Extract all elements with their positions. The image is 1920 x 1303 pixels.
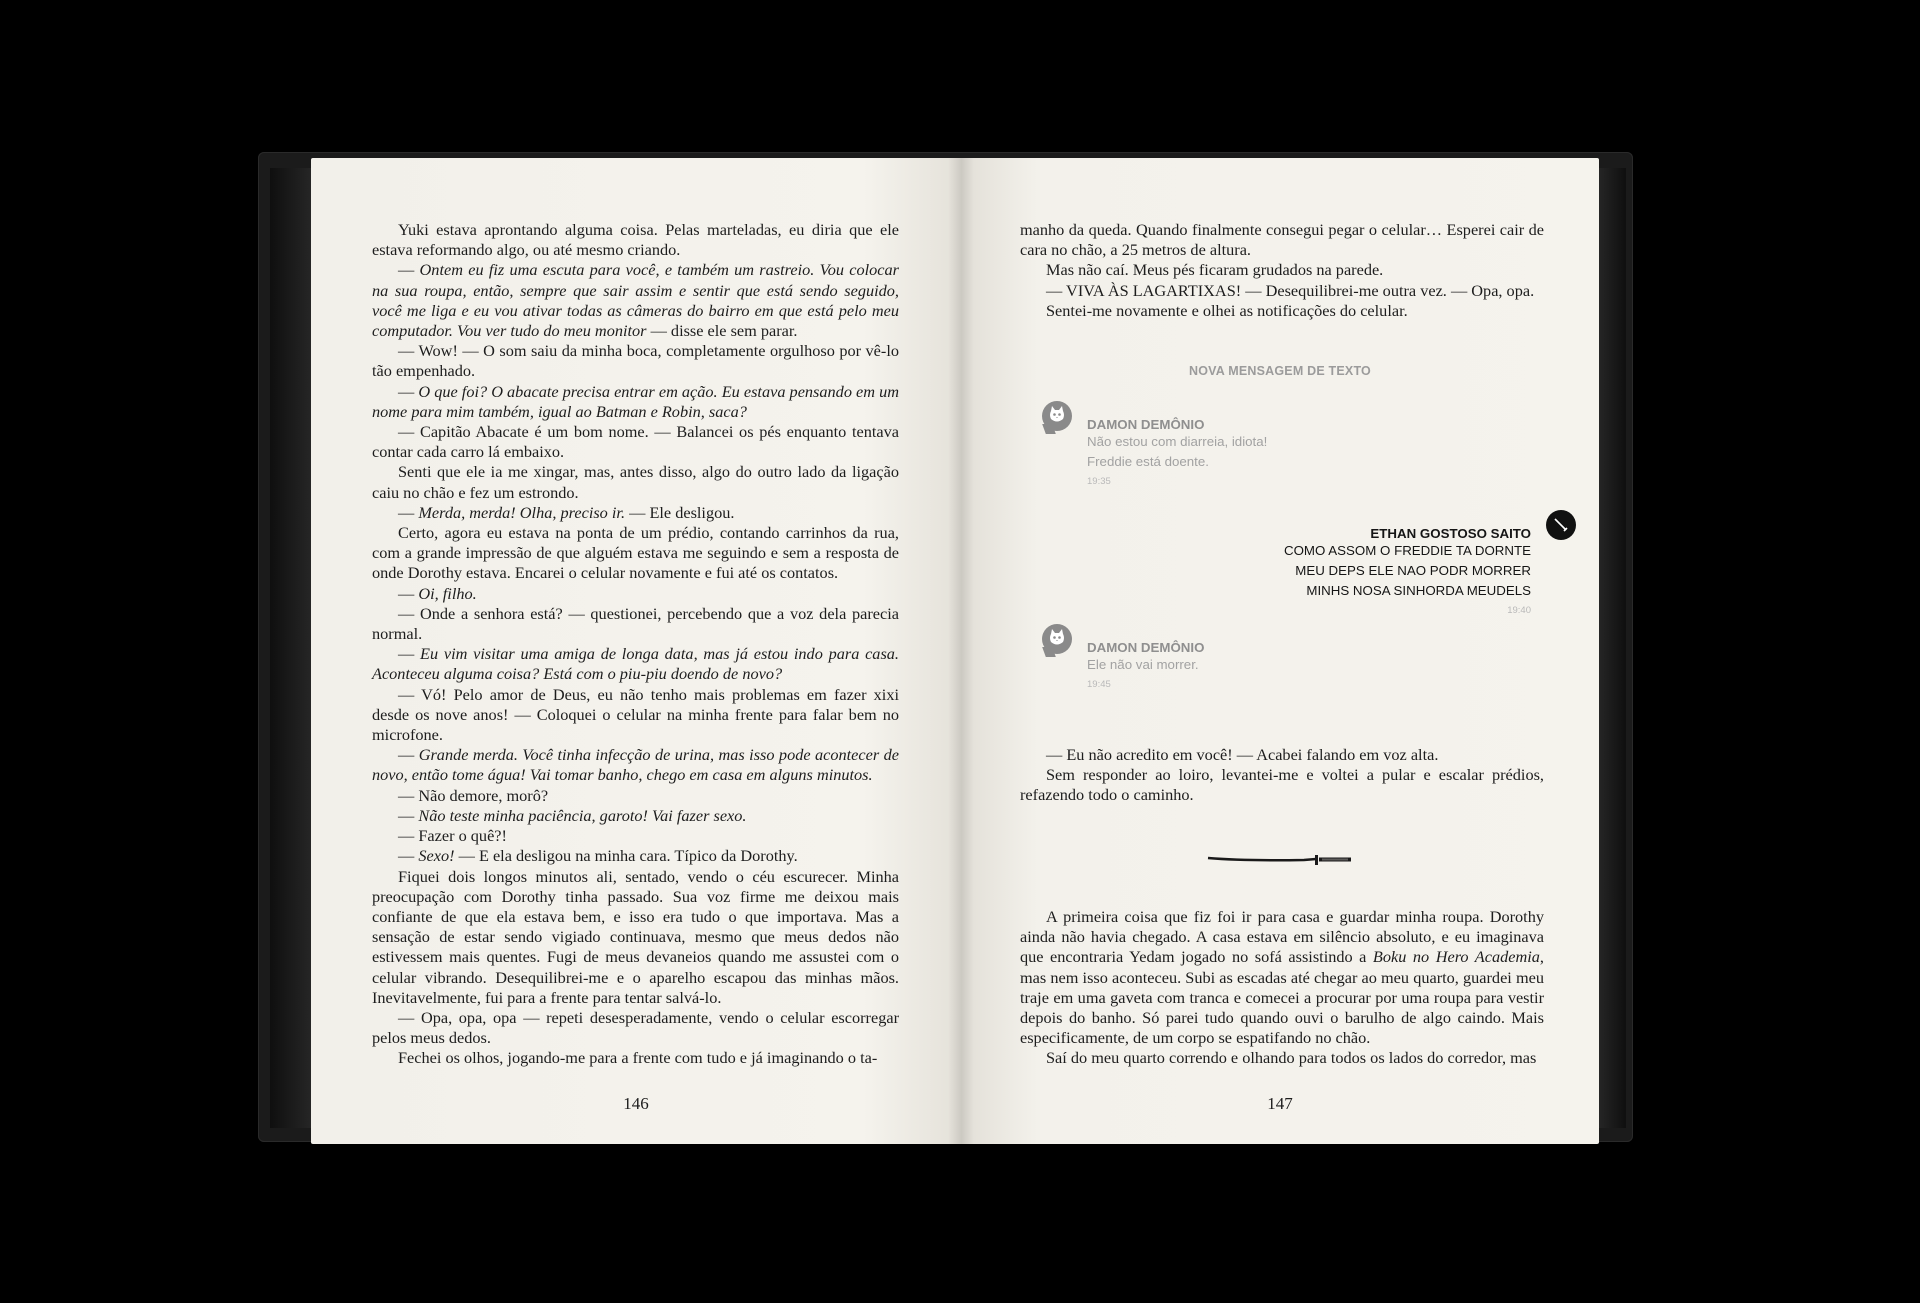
sword-avatar-icon [1546, 510, 1576, 540]
paragraph [372, 503, 899, 523]
text-run: Saí do meu quarto correndo e olhando para todos os lados do corredor, mas [1046, 1048, 1537, 1068]
paragraph [1020, 1048, 1544, 1068]
italic-text: Eu vim visitar uma amiga de longa data, mas já estou indo para casa. Aconteceu alguma coisa? Está com o piu-piu doendo de novo? [372, 644, 899, 684]
chat-message [1191, 510, 1531, 620]
katana-divider-icon [1204, 848, 1354, 870]
right-page [961, 158, 1599, 1144]
text-run: — Eu não acredito em você! — Acabei falando em voz alta. [1046, 745, 1439, 764]
paragraph [372, 644, 899, 684]
text-run: manho da queda. Quando finalmente consegui pegar o celular… Esperei cair de cara no chão, a 25 metros de altura. [1020, 220, 1544, 260]
text-run: , mas nem isso aconteceu. Subi as escadas até chegar ao meu quarto, guardei meu traje em uma gaveta com tranca e comecei a procurar por uma roupa para vestir depois do banho. Só parei tudo quando ouvi o barulho de algo caindo. Mais especificamente, de um corpo se espatifando no chão. [1020, 947, 1544, 1048]
message-sender: DAMON DEMÔNIO [1087, 640, 1205, 655]
text-run: Sentei-me novamente e olhei as notificações do celular. [1046, 300, 1408, 320]
text-run: — Ele desligou. [625, 502, 735, 522]
cat-avatar-icon [1042, 624, 1072, 654]
paragraph [372, 1048, 899, 1068]
text-run: — [398, 381, 419, 401]
chat-header: NOVA MENSAGEM DE TEXTO [1189, 364, 1371, 378]
italic-text: O que foi? O abacate precisa entrar em ação. Eu estava pensando em um nome para mim também, igual ao Batman e Robin, saca? [372, 381, 899, 421]
text-run: Certo, agora eu estava na ponta de um prédio, contando carrinhos da rua, com a grande impressão de que alguém estava me seguindo e sem a resposta de onde Dorothy estava. Encarei o celular novamente e fui até os contatos. [372, 523, 899, 583]
text-run: A primeira coisa que fiz foi ir para casa e guardar minha roupa. Dorothy ainda não havia chegado. A casa estava em silêncio absoluto, e eu imaginava que encontraria Yedam jogado no sofá assistindo a [1020, 907, 1544, 967]
paragraph [1020, 301, 1544, 321]
message-line: MINHS NOSA SINHORDA MEUDELS [1306, 583, 1531, 598]
text-run: — Onde a senhora está? — questionei, percebendo que a voz dela parecia normal. [372, 603, 899, 644]
italic-text: Grande merda. Você tinha infecção de urina, mas isso pode acontecer de novo, então tome água! Vai tomar banho, chego em casa em alguns minutos. [372, 745, 899, 785]
paragraph [372, 826, 899, 846]
paragraph [372, 523, 899, 584]
paragraph [1020, 907, 1544, 1048]
paragraph [372, 806, 899, 826]
paragraph [372, 846, 899, 866]
text-run: Fechei os olhos, jogando-me para a frente com tudo e já imaginando o ta- [398, 1048, 878, 1068]
message-time: 19:35 [1087, 476, 1111, 487]
right-page-number: 147 [1267, 1094, 1293, 1113]
paragraph [1020, 765, 1544, 805]
text-run: — disse ele sem parar. [646, 321, 798, 341]
text-run: — Capitão Abacate é um bom nome. — Balancei os pés enquanto tentava contar cada carro lá embaixo. [372, 422, 899, 462]
message-time: 19:45 [1087, 679, 1111, 690]
italic-text: Merda, merda! Olha, preciso ir. [418, 502, 626, 522]
message-line: Ele não vai morrer. [1087, 657, 1199, 672]
paragraph [372, 584, 899, 604]
left-page-text [372, 220, 899, 1069]
chat-message [1042, 624, 1442, 704]
paragraph [372, 1008, 899, 1048]
text-run: — Não demore, morô? [398, 785, 549, 805]
text-run: — [398, 502, 419, 522]
text-run: — [398, 583, 419, 603]
right-page-text-top [1020, 220, 1544, 321]
text-run: Sem responder ao loiro, levantei-me e voltei a pular e escalar prédios, refazendo todo o caminho. [1020, 765, 1544, 805]
text-run: Senti que ele ia me xingar, mas, antes disso, algo do outro lado da ligação caiu no chão e fez um estrondo. [372, 462, 899, 502]
paragraph [372, 745, 899, 785]
italic-text: Sexo! [418, 846, 455, 866]
italic-text: Ontem eu fiz uma escuta para você, e também um rastreio. Vou colocar na sua roupa, então, sempre que sair assim e sentir que está sendo seguido, você me liga e eu vou ativar todas as câmeras do bairro em que está pelo meu computador. Vou ver tudo do meu monitor [372, 260, 899, 341]
message-time: 19:40 [1507, 605, 1531, 616]
paragraph [372, 867, 899, 1008]
message-line: Freddie está doente. [1087, 454, 1209, 469]
chat-message [1042, 401, 1442, 491]
italic-text: Não teste minha paciência, garoto! Vai fazer sexo. [418, 805, 747, 825]
paragraph [372, 260, 899, 341]
italic-text: Boku no Hero Academia [1372, 947, 1540, 967]
paragraph [1020, 260, 1544, 280]
paragraph [372, 382, 899, 422]
text-run: Mas não caí. Meus pés ficaram grudados na parede. [1046, 260, 1384, 280]
right-page-text-bottom [1020, 907, 1544, 1069]
message-line: Não estou com diarreia, idiota! [1087, 434, 1268, 449]
text-run: — [398, 805, 419, 825]
message-sender: ETHAN GOSTOSO SAITO [1370, 526, 1531, 541]
paragraph [372, 341, 899, 381]
paragraph [372, 220, 899, 260]
book-gutter [948, 158, 974, 1144]
message-line: COMO ASSOM O FREDDIE TA DORNTE [1283, 543, 1531, 558]
text-run: — VIVA ÀS LAGARTIXAS! — Desequilibrei-me outra vez. — Opa, opa. [1046, 280, 1535, 300]
paragraph [372, 786, 899, 806]
left-page-number: 146 [623, 1094, 649, 1113]
text-run: — Vó! Pelo amor de Deus, eu não tenho mais problemas em fazer xixi desde os nove anos! — Coloquei o celular na minha frente para falar bem no microfone. [372, 684, 899, 745]
page-edges-right [1598, 168, 1626, 1128]
italic-text: Oi, filho. [418, 583, 477, 603]
cat-avatar-icon [1042, 401, 1072, 431]
page-edges-left [270, 168, 312, 1128]
text-run: — Opa, opa, opa — repeti desesperadamente, vendo o celular escorregar pelos meus dedos. [372, 1007, 899, 1048]
paragraph [372, 422, 899, 462]
text-run: — E ela desligou na minha cara. Típico da Dorothy. [454, 846, 798, 866]
paragraph [1020, 745, 1544, 765]
message-sender: DAMON DEMÔNIO [1087, 417, 1205, 432]
paragraph [1020, 281, 1544, 301]
paragraph [372, 462, 899, 502]
text-run: Fiquei dois longos minutos ali, sentado, vendo o céu escurecer. Minha preocupação com Dorothy tinha passado. Sua voz firme me deixou mais confiante de que ela estava bem, e isso era tudo o que importava. Mas a sensação de estar sendo vigiado continuava, mesmo que meus dedos não estivessem mais quentes. Fugi de meus devaneios quando me assustei com o celular vibrando. Desequilibrei-me e o aparelho escapou das minhas mãos. Inevitavelmente, fui para a frente para tentar salvá-lo. [372, 866, 899, 1007]
paragraph [372, 685, 899, 746]
text-run: — Wow! — O som saiu da minha boca, completamente orgulhoso por vê-lo tão empenhado. [372, 341, 899, 381]
message-line: MEU DEPS ELE NAO PODR MORRER [1295, 563, 1531, 578]
left-page [311, 158, 961, 1144]
text-run: — [398, 846, 419, 866]
text-run: — [398, 745, 419, 765]
text-run: — [398, 260, 420, 280]
paragraph [1020, 220, 1544, 260]
paragraph [372, 604, 899, 644]
text-run: — [398, 644, 421, 664]
right-page-text-mid [1020, 745, 1544, 806]
text-run: Yuki estava aprontando alguma coisa. Pelas marteladas, eu diria que ele estava reformando algo, ou até mesmo criando. [372, 220, 899, 260]
text-run: — Fazer o quê?! [398, 826, 507, 846]
